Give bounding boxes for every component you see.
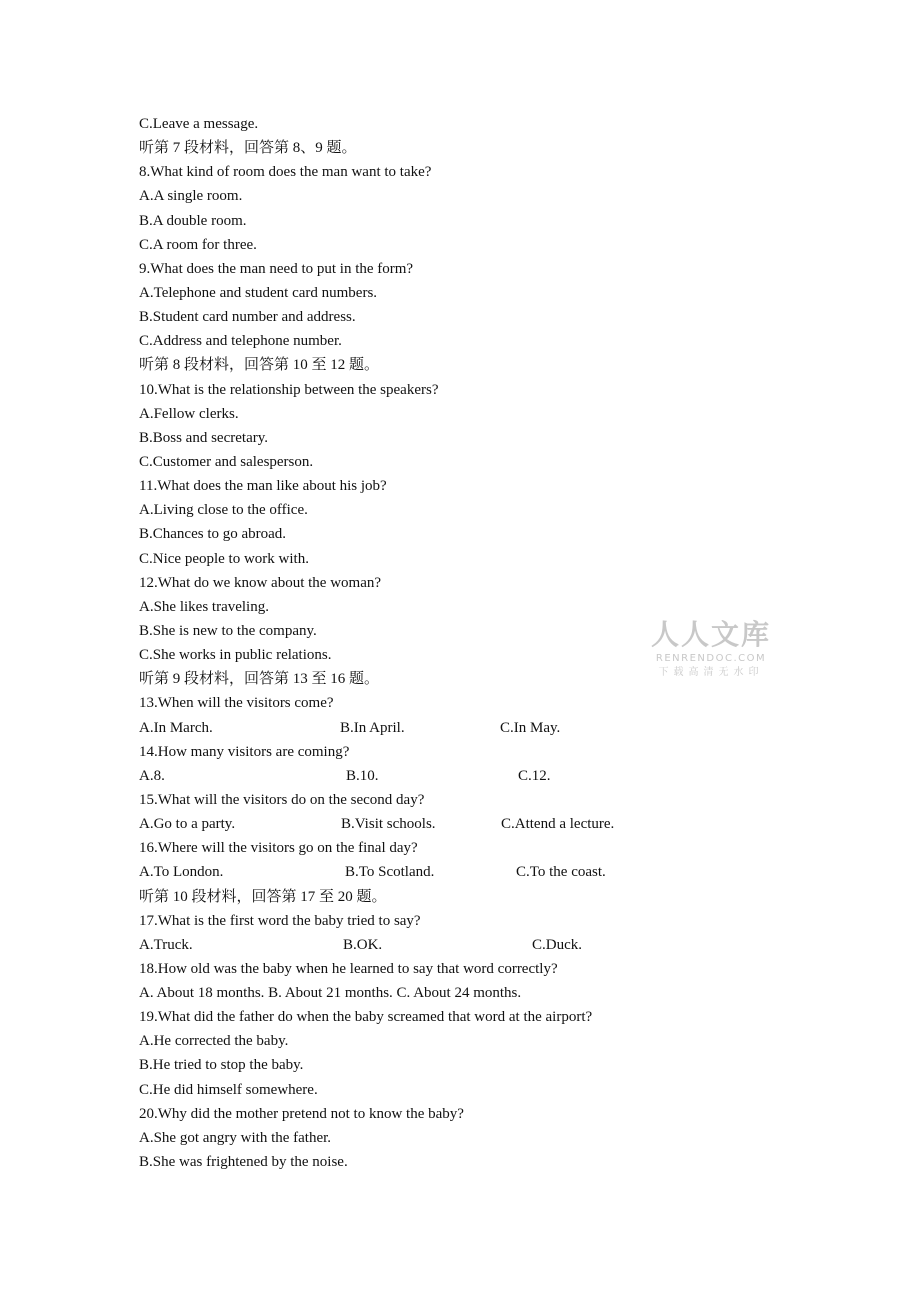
- question-17: 17.What is the first word the baby tried to say?: [139, 912, 421, 929]
- question-8: 8.What kind of room does the man want to take?: [139, 164, 432, 181]
- option-line: B.Chances to go abroad.: [139, 526, 287, 543]
- option-line: A.A single room.: [139, 188, 243, 205]
- option-a: A.In March.: [139, 719, 213, 736]
- options-row-13: [139, 716, 819, 740]
- question-11: 11.What does the man like about his job?: [139, 478, 387, 495]
- option-b: B.In April.: [340, 719, 405, 736]
- option-line: C.Address and telephone number.: [139, 333, 342, 350]
- option-a: A.To London.: [139, 864, 224, 881]
- option-line: B.Boss and secretary.: [139, 429, 268, 446]
- option-line: C.Customer and salesperson.: [139, 453, 314, 470]
- option-line: B.She is new to the company.: [139, 622, 317, 639]
- option-b: B.OK.: [343, 936, 383, 953]
- option-b: B.Visit schools.: [341, 816, 436, 833]
- option-c: C.12.: [518, 767, 551, 784]
- question-15: 15.What will the visitors do on the second day?: [139, 791, 425, 808]
- option-line: B.She was frightened by the noise.: [139, 1154, 348, 1171]
- option-line: A.Fellow clerks.: [139, 405, 239, 422]
- options-row-18: A. About 18 months. B. About 21 months. C. About 24 months.: [139, 985, 522, 1002]
- section-heading: 听第 10 段材料，回答第 17 至 20 题。: [139, 888, 387, 905]
- option-line: B.A double room.: [139, 212, 247, 229]
- options-row-17: [139, 933, 819, 957]
- option-line: C.A room for three.: [139, 236, 257, 253]
- question-9: 9.What does the man need to put in the form?: [139, 260, 414, 277]
- section-heading: 听第 9 段材料，回答第 13 至 16 题。: [139, 671, 380, 688]
- watermark-tagline: 下载高清无水印: [658, 667, 764, 678]
- option-line: C.Nice people to work with.: [139, 550, 309, 567]
- watermark-title: 人人文库: [650, 618, 771, 651]
- option-line: C.He did himself somewhere.: [139, 1081, 318, 1098]
- option-c: C.In May.: [500, 719, 561, 736]
- option-a: A.Go to a party.: [139, 816, 236, 833]
- section-heading: 听第 7 段材料，回答第 8、9 题。: [139, 140, 357, 157]
- option-a: A.8.: [139, 767, 165, 784]
- option-line: C.She works in public relations.: [139, 647, 332, 664]
- option-line: A.Living close to the office.: [139, 502, 308, 519]
- option-b: B.10.: [346, 767, 379, 784]
- option-c: C.Duck.: [532, 936, 582, 953]
- question-14: 14.How many visitors are coming?: [139, 743, 350, 760]
- option-line: A.She likes traveling.: [139, 598, 269, 615]
- watermark-logo: [646, 618, 776, 680]
- option-line: B.He tried to stop the baby.: [139, 1057, 304, 1074]
- options-row-14: [139, 764, 819, 788]
- question-19: 19.What did the father do when the baby screamed that word at the airport?: [139, 1009, 593, 1026]
- option-line: B.Student card number and address.: [139, 309, 356, 326]
- options-row-16: [139, 860, 819, 884]
- option-line: C.Leave a message.: [139, 116, 259, 132]
- option-line: A.He corrected the baby.: [139, 1033, 289, 1050]
- question-13: 13.When will the visitors come?: [139, 695, 334, 712]
- question-12: 12.What do we know about the woman?: [139, 574, 382, 591]
- question-16: 16.Where will the visitors go on the final day?: [139, 840, 418, 857]
- section-heading: 听第 8 段材料，回答第 10 至 12 题。: [139, 357, 380, 374]
- options-row-15: [139, 812, 819, 836]
- question-20: 20.Why did the mother pretend not to know the baby?: [139, 1105, 464, 1122]
- option-c: C.To the coast.: [516, 864, 606, 881]
- question-18: 18.How old was the baby when he learned to say that word correctly?: [139, 960, 558, 977]
- option-line: A.Telephone and student card numbers.: [139, 284, 378, 301]
- question-10: 10.What is the relationship between the speakers?: [139, 381, 439, 398]
- watermark-url: RENRENDOC.COM: [655, 653, 767, 664]
- option-a: A.Truck.: [139, 936, 193, 953]
- option-c: C.Attend a lecture.: [501, 816, 615, 833]
- option-b: B.To Scotland.: [345, 864, 435, 881]
- option-line: A.She got angry with the father.: [139, 1129, 332, 1146]
